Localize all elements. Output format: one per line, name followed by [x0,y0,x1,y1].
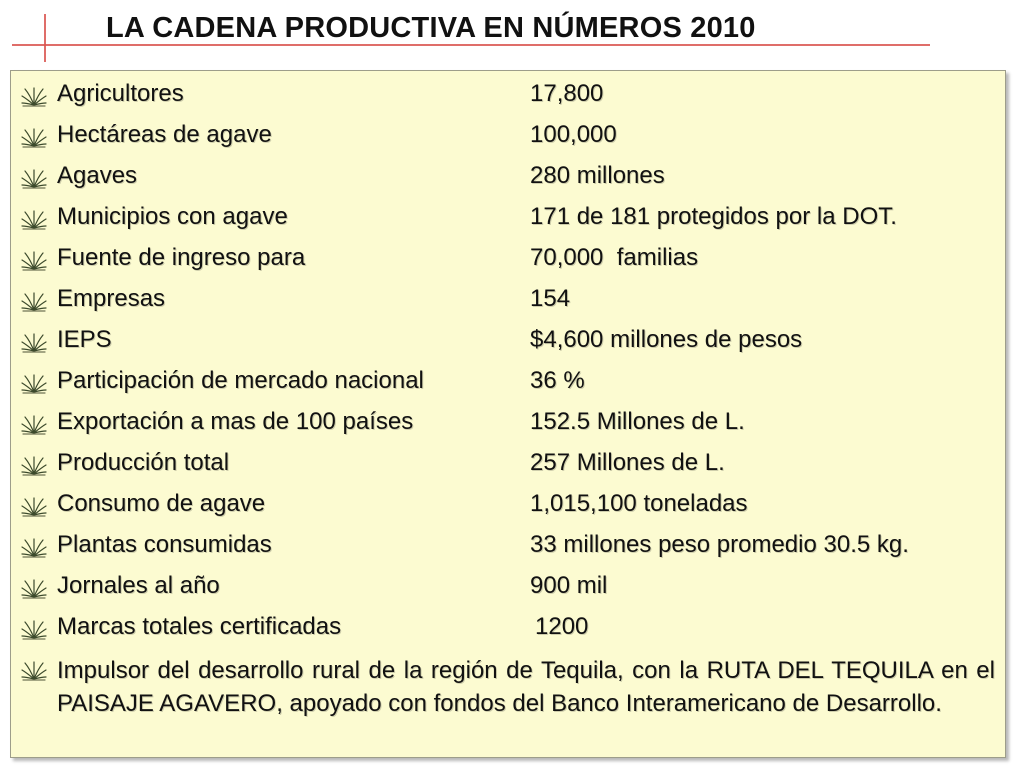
stat-value: 900 mil [530,572,608,599]
agave-plant-icon [21,329,47,355]
stats-list [11,79,1005,720]
stat-label: Empresas [57,285,166,312]
title-vertical-rule [44,14,46,62]
stat-value: 280 millones [530,162,665,189]
list-item [11,489,1005,530]
stat-label: Hectáreas de agave [57,121,272,148]
agave-plant-icon [21,452,47,478]
stat-label: Agricultores [57,80,184,107]
agave-plant-icon [21,493,47,519]
list-item [11,161,1005,202]
stat-label: Fuente de ingreso para [57,244,306,271]
list-item [11,448,1005,489]
list-item [11,284,1005,325]
list-item [11,79,1005,120]
stat-label: Consumo de agave [57,490,266,517]
list-item [11,530,1005,571]
list-item [11,120,1005,161]
stat-label: Municipios con agave [57,203,288,230]
agave-plant-icon [21,534,47,560]
agave-plant-icon [21,370,47,396]
stat-value: 152.5 Millones de L. [530,408,745,435]
agave-plant-icon [21,206,47,232]
agave-plant-icon [21,288,47,314]
stat-value: 154 [530,285,571,312]
stat-value: 100,000 [530,121,617,148]
closing-paragraph-item [11,653,1005,720]
stat-value: 17,800 [530,80,604,107]
page-title: LA CADENA PRODUCTIVA EN NÚMEROS 2010 [106,12,756,44]
list-item [11,243,1005,284]
agave-plant-icon [21,575,47,601]
stat-value: 171 de 181 protegidos por la DOT. [530,203,897,230]
stat-value: $4,600 millones de pesos [530,326,803,353]
stat-value: 1,015,100 toneladas [530,490,748,517]
content-panel [10,70,1006,758]
stat-label: Producción total [57,449,230,476]
stat-value: 33 millones peso promedio 30.5 kg. [530,531,909,558]
agave-plant-icon [21,247,47,273]
closing-paragraph: Impulsor del desarrollo rural de la región de Tequila, con la RUTA DEL TEQUILA en el PAISAJE AGAVERO, apoyado con fondos del Banco Interamericano de Desarrollo. [57,657,995,717]
list-item [11,202,1005,243]
stat-label: Participación de mercado nacional [57,367,424,394]
stat-label: Plantas consumidas [57,531,272,558]
list-item [11,407,1005,448]
agave-plant-icon [21,165,47,191]
list-item [11,612,1005,653]
agave-plant-icon [21,83,47,109]
stat-label: Exportación a mas de 100 países [57,408,414,435]
stat-value: 36 % [530,367,585,394]
stat-value: 257 Millones de L. [530,449,725,476]
stat-label: IEPS [57,326,112,353]
stat-label: Marcas totales certificadas [57,613,342,640]
stat-label: Jornales al año [57,572,220,599]
stat-label: Agaves [57,162,138,189]
agave-plant-icon [21,657,47,683]
agave-plant-icon [21,411,47,437]
list-item [11,325,1005,366]
list-item [11,571,1005,612]
stat-value: 70,000 familias [530,244,699,271]
stat-value: 1200 [535,613,589,640]
list-item [11,366,1005,407]
agave-plant-icon [21,124,47,150]
agave-plant-icon [21,616,47,642]
